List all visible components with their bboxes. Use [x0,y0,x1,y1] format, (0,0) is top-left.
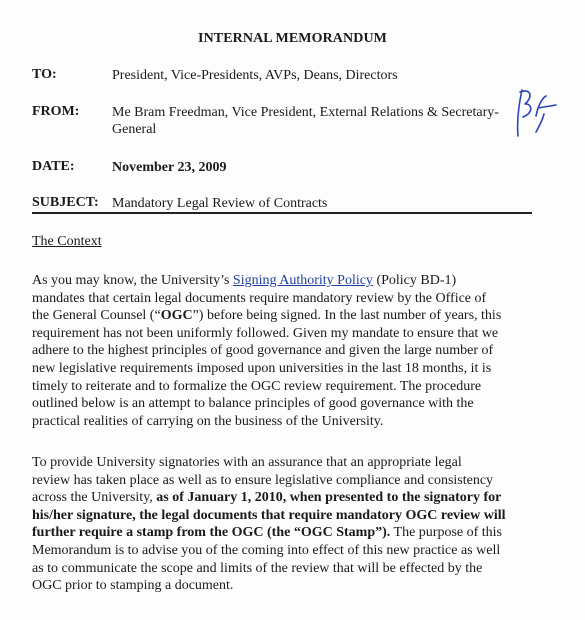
subject-value: Mandatory Legal Review of Contracts [112,196,328,211]
text-run: across the University, [32,490,157,506]
paragraph-line: timely to reiterate and to formalize the OGC review requirement. The procedure [32,378,482,394]
paragraph-line: OGC prior to stamping a document. [32,578,234,594]
paragraph-line: outlined below is an attempt to balance principles of good governance with the [32,396,474,412]
paragraph-line: review has taken place as well as to ensure legislative compliance and consistency [32,472,494,488]
paragraph-line: requirement has not been uniformly followed. Given my mandate to ensure that we [32,325,499,341]
date-value: November 23, 2009 [112,160,227,175]
header-divider [32,212,532,214]
text-run: The purpose of this [390,525,502,541]
paragraph-line: practical realities of carrying on the business of the University. [32,413,384,429]
section-heading: The Context [32,234,102,249]
from-value [112,104,499,138]
paragraph-line: mandates that certain legal documents require mandatory review by the Office of [32,290,487,306]
signing-authority-policy-link[interactable]: Signing Authority Policy [232,273,373,288]
paragraph-line [32,272,501,290]
paragraph-line: as to communicate the scope and limits of the review that will be effected by the [32,560,483,576]
paragraph-2 [32,454,506,595]
paragraph-line: adhere to the highest principles of good governance and given the large number of [32,343,494,359]
paragraph-line [32,524,506,542]
text-run: As you may know, the University’s [32,273,233,288]
paragraph-line: Memorandum is to advise you of the coming into effect of this new practice as well [32,542,501,558]
bold-text-run: as of January 1, 2010, when presented to the signatory for [156,490,502,506]
subject-label: SUBJECT: [32,195,99,210]
paragraph-1 [32,272,501,430]
to-label: TO: [32,67,57,82]
paragraph-line: new legislative requirements imposed upon universities in the last 18 months, it is [32,360,492,376]
paragraph-line: his/her signature, the legal documents that require mandatory OGC review will [32,507,506,523]
from-value-line2: General [112,122,157,137]
paragraph-line [32,489,506,507]
from-label: FROM: [32,104,80,119]
from-value-line1: Me Bram Freedman, Vice President, External Relations & Secretary- [112,105,499,120]
memo-title: INTERNAL MEMORANDUM [198,31,387,46]
to-value: President, Vice-Presidents, AVPs, Deans, Directors [112,68,398,83]
paragraph-line [32,307,501,325]
text-run: (Policy BD-1) [372,273,457,288]
text-run: the General Counsel (“ [32,308,161,324]
paragraph-line: To provide University signatories with an assurance that an appropriate legal [32,455,462,470]
handwritten-signature [508,86,558,138]
date-label: DATE: [32,159,75,174]
bold-text-run: further require a stamp from the OGC (the “OGC Stamp”). [32,525,391,541]
ogc-term: OGC [160,308,193,324]
text-run: ”) before being signed. In the last number of years, this [192,308,502,324]
